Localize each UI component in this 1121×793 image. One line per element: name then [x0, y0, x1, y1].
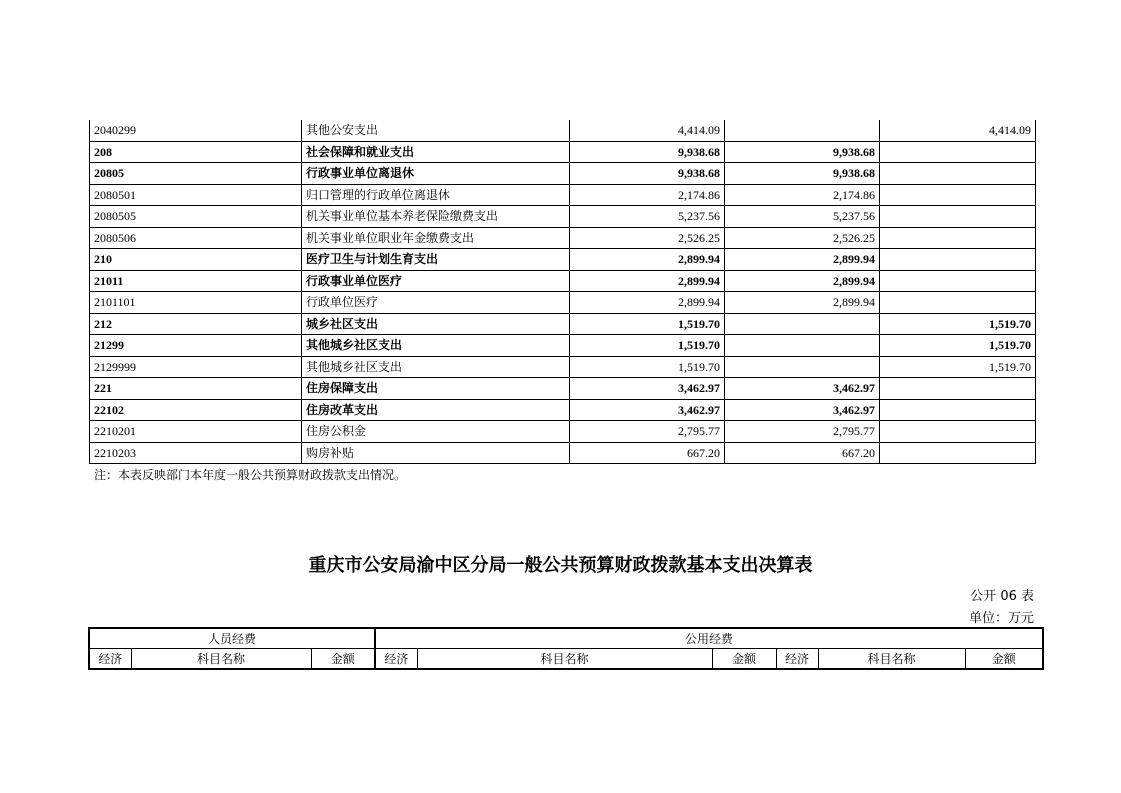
- function-code-cell: 221: [90, 378, 302, 400]
- unit-label: 单位：万元: [968, 611, 1034, 626]
- function-code-cell: 208: [90, 141, 302, 163]
- function-code-cell: 20805: [90, 163, 302, 185]
- total-amount-cell: 2,899.94: [570, 292, 725, 314]
- basic-expenditure-cell: 667.20: [725, 442, 880, 464]
- project-expenditure-cell: 1,519.70: [880, 335, 1036, 357]
- function-code-cell: 210: [90, 249, 302, 271]
- function-code-cell: 2129999: [90, 356, 302, 378]
- total-amount-cell: 5,237.56: [570, 206, 725, 228]
- basic-expenditure-cell: [725, 120, 880, 141]
- table-row: [90, 313, 1036, 335]
- table-row: [90, 292, 1036, 314]
- project-expenditure-cell: [880, 206, 1036, 228]
- total-amount-cell: 4,414.09: [570, 120, 725, 141]
- basic-expenditure-header-table: [88, 627, 1044, 670]
- subject-name-cell: 其他公安支出: [302, 120, 570, 141]
- function-code-cell: 2101101: [90, 292, 302, 314]
- total-amount-cell: 3,462.97: [570, 378, 725, 400]
- basic-expenditure-cell: 9,938.68: [725, 163, 880, 185]
- econ-code-header: 经济: [375, 649, 417, 670]
- table-row: [90, 270, 1036, 292]
- subject-name-header: 科目名称: [417, 649, 712, 670]
- subject-name-cell: 住房公积金: [302, 421, 570, 443]
- basic-expenditure-cell: 2,526.25: [725, 227, 880, 249]
- public-expenses-header: 公用经费: [375, 628, 1043, 649]
- total-amount-cell: 667.20: [570, 442, 725, 464]
- table-row: [90, 163, 1036, 185]
- subject-name-cell: 住房改革支出: [302, 399, 570, 421]
- subject-name-header: 科目名称: [818, 649, 965, 670]
- amount-header: 金额: [965, 649, 1043, 670]
- econ-code-header: 经济: [89, 649, 131, 670]
- table-note: 注：本表反映部门本年度一般公共预算财政拨款支出情况。: [94, 468, 407, 482]
- basic-expenditure-cell: 2,795.77: [725, 421, 880, 443]
- total-amount-cell: 1,519.70: [570, 313, 725, 335]
- subject-name-cell: 其他城乡社区支出: [302, 335, 570, 357]
- table-row: [90, 356, 1036, 378]
- total-amount-cell: 2,899.94: [570, 249, 725, 271]
- table-row: [90, 206, 1036, 228]
- function-code-cell: 212: [90, 313, 302, 335]
- total-amount-cell: 2,526.25: [570, 227, 725, 249]
- table-row: [90, 442, 1036, 464]
- basic-expenditure-cell: 2,899.94: [725, 249, 880, 271]
- project-expenditure-cell: [880, 163, 1036, 185]
- subject-name-cell: 行政单位医疗: [302, 292, 570, 314]
- function-code-cell: 21299: [90, 335, 302, 357]
- project-expenditure-cell: [880, 292, 1036, 314]
- subject-name-cell: 归口管理的行政单位离退休: [302, 184, 570, 206]
- basic-expenditure-cell: 2,899.94: [725, 270, 880, 292]
- project-expenditure-cell: [880, 249, 1036, 271]
- subject-name-cell: 其他城乡社区支出: [302, 356, 570, 378]
- total-amount-cell: 1,519.70: [570, 356, 725, 378]
- project-expenditure-cell: [880, 141, 1036, 163]
- table-row: [90, 378, 1036, 400]
- basic-expenditure-cell: 3,462.97: [725, 378, 880, 400]
- function-code-cell: 21011: [90, 270, 302, 292]
- basic-expenditure-cell: [725, 335, 880, 357]
- subject-name-cell: 行政事业单位医疗: [302, 270, 570, 292]
- table-row: [90, 184, 1036, 206]
- expenditure-detail-table: [89, 120, 1036, 464]
- total-amount-cell: 2,174.86: [570, 184, 725, 206]
- project-expenditure-cell: [880, 442, 1036, 464]
- basic-expenditure-cell: 9,938.68: [725, 141, 880, 163]
- table-number: 公开 06 表: [970, 589, 1034, 604]
- function-code-cell: 2210201: [90, 421, 302, 443]
- project-expenditure-cell: [880, 227, 1036, 249]
- table-row: [90, 120, 1036, 141]
- project-expenditure-cell: [880, 184, 1036, 206]
- basic-expenditure-cell: [725, 356, 880, 378]
- subject-name-header: 科目名称: [131, 649, 311, 670]
- amount-header: 金额: [311, 649, 375, 670]
- basic-expenditure-cell: 3,462.97: [725, 399, 880, 421]
- basic-expenditure-cell: 2,899.94: [725, 292, 880, 314]
- total-amount-cell: 9,938.68: [570, 141, 725, 163]
- econ-code-header: 经济: [776, 649, 818, 670]
- function-code-cell: 2080501: [90, 184, 302, 206]
- table-row: [90, 421, 1036, 443]
- subject-name-cell: 购房补贴: [302, 442, 570, 464]
- function-code-cell: 2080506: [90, 227, 302, 249]
- project-expenditure-cell: 1,519.70: [880, 356, 1036, 378]
- total-amount-cell: 1,519.70: [570, 335, 725, 357]
- amount-header: 金额: [712, 649, 776, 670]
- function-code-cell: 22102: [90, 399, 302, 421]
- project-expenditure-cell: [880, 421, 1036, 443]
- subject-name-cell: 住房保障支出: [302, 378, 570, 400]
- total-amount-cell: 9,938.68: [570, 163, 725, 185]
- basic-expenditure-cell: 2,174.86: [725, 184, 880, 206]
- personnel-expenses-header: 人员经费: [89, 628, 375, 649]
- basic-expenditure-cell: [725, 313, 880, 335]
- table-row: [90, 399, 1036, 421]
- project-expenditure-cell: 4,414.09: [880, 120, 1036, 141]
- total-amount-cell: 2,899.94: [570, 270, 725, 292]
- table-row: [90, 141, 1036, 163]
- detail-table-body: [90, 120, 1036, 464]
- page-title: 重庆市公安局渝中区分局一般公共预算财政拨款基本支出决算表: [308, 555, 813, 576]
- subject-name-cell: 机关事业单位基本养老保险缴费支出: [302, 206, 570, 228]
- total-amount-cell: 2,795.77: [570, 421, 725, 443]
- project-expenditure-cell: 1,519.70: [880, 313, 1036, 335]
- subject-name-cell: 医疗卫生与计划生育支出: [302, 249, 570, 271]
- table-row: [90, 227, 1036, 249]
- project-expenditure-cell: [880, 378, 1036, 400]
- project-expenditure-cell: [880, 399, 1036, 421]
- project-expenditure-cell: [880, 270, 1036, 292]
- subject-name-cell: 行政事业单位离退休: [302, 163, 570, 185]
- function-code-cell: 2210203: [90, 442, 302, 464]
- subject-name-cell: 机关事业单位职业年金缴费支出: [302, 227, 570, 249]
- basic-expenditure-cell: 5,237.56: [725, 206, 880, 228]
- total-amount-cell: 3,462.97: [570, 399, 725, 421]
- subject-name-cell: 城乡社区支出: [302, 313, 570, 335]
- table-row: [90, 335, 1036, 357]
- subject-name-cell: 社会保障和就业支出: [302, 141, 570, 163]
- function-code-cell: 2040299: [90, 120, 302, 141]
- table-row: [90, 249, 1036, 271]
- function-code-cell: 2080505: [90, 206, 302, 228]
